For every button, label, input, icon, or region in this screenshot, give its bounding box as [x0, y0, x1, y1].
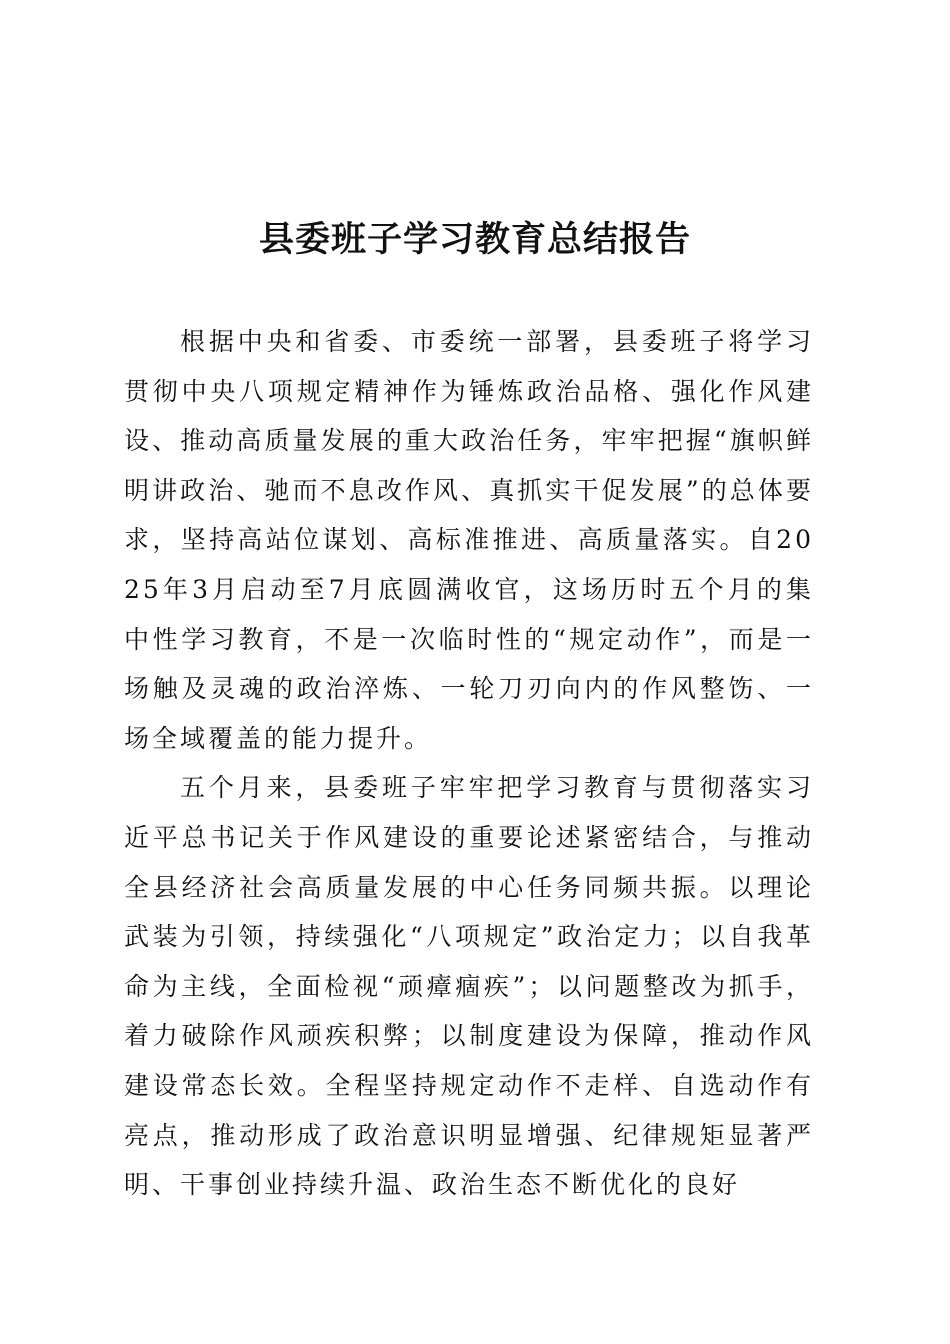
document-title: 县委班子学习教育总结报告: [258, 219, 691, 260]
body-paragraph: 五个月来，县委班子牢牢把学习教育与贯彻落实习近平总书记关于作风建设的重要论述紧密结合，与推动全县经济社会高质量发展的中心任务同频共振。以理论武装为引领，持续强化“八项规定”政治定力；以自我革命为主线，全面检视“顽瘴痼疾”；以问题整改为抓手，着力破除作风顽疾积弊；以制度建设为保障，推动作风建设常态长效。全程坚持规定动作不走样、自选动作有亮点，推动形成了政治意识明显增强、纪律规矩显著严明、干事创业持续升温、政治生态不断优化的良好: [124, 773, 814, 1200]
document-body: [124, 317, 814, 1210]
body-paragraph: 根据中央和省委、市委统一部署，县委班子将学习贯彻中央八项规定精神作为锤炼政治品格、强化作风建设、推动高质量发展的重大政治任务，牢牢把握“旗帜鲜明讲政治、驰而不息改作风、真抓实干促发展”的总体要求，坚持高站位谋划、高标准推进、高质量落实。自2025年3月启动至7月底圆满收官，这场历时五个月的集中性学习教育，不是一次临时性的“规定动作”，而是一场触及灵魂的政治淬炼、一轮刀刃向内的作风整饬、一场全域覆盖的能力提升。: [124, 327, 814, 753]
